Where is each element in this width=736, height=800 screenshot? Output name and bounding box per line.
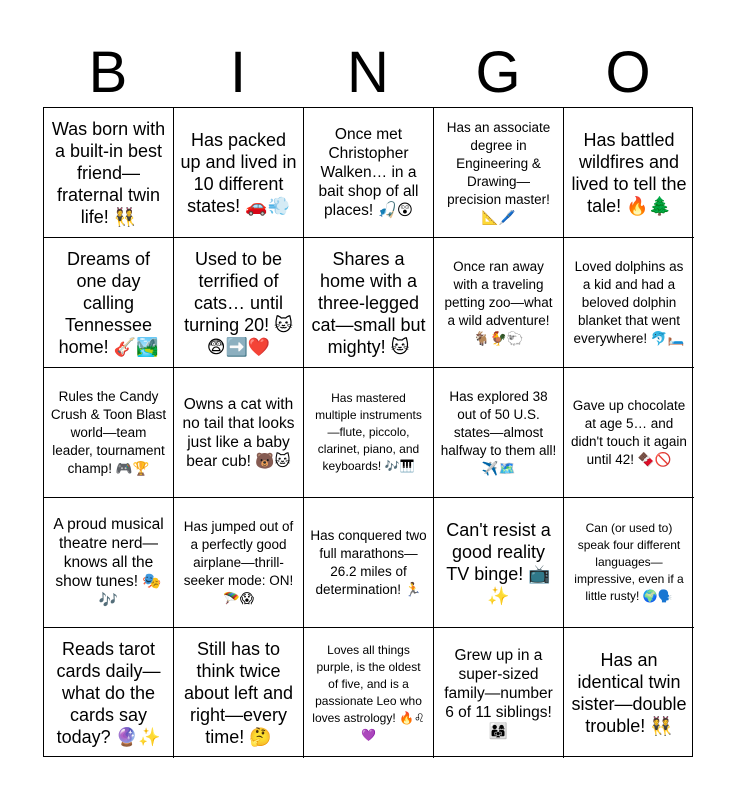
cell-text: Was born with a built-in best friend—fraternal twin life! 👯: [51, 118, 166, 227]
bingo-cell[interactable]: [434, 238, 564, 368]
cell-text: Has conquered two full marathons—26.2 miles of determination! 🏃: [310, 527, 427, 597]
cell-text: Has mastered multiple instruments—flute, piccolo, clarinet, piano, and keyboards! 🎶🎹: [315, 391, 422, 473]
bingo-cell[interactable]: [564, 238, 694, 368]
bingo-cell[interactable]: [564, 108, 694, 238]
bingo-cell[interactable]: [44, 628, 174, 758]
cell-text: Has explored 38 out of 50 U.S. states—almost halfway to them all! ✈️🗺️: [440, 388, 557, 476]
bingo-cell[interactable]: [44, 238, 174, 368]
bingo-cell[interactable]: [44, 108, 174, 238]
bingo-cell[interactable]: [434, 498, 564, 628]
header-letter-o: O: [605, 40, 651, 105]
header-letter-b: B: [88, 40, 128, 105]
bingo-cell[interactable]: [174, 368, 304, 498]
bingo-cell[interactable]: [304, 628, 434, 758]
cell-text: Can't resist a good reality TV binge! 📺✨: [446, 519, 551, 606]
cell-text: Reads tarot cards daily—what do the cards say today? 🔮✨: [56, 639, 161, 747]
cell-text: Once met Christopher Walken… in a bait shop of all places! 🎣😲: [318, 126, 419, 219]
cell-text: Gave up chocolate at age 5… and didn't touch it again until 42! 🍫🚫: [571, 397, 687, 467]
cell-text: Dreams of one day calling Tennessee home! 🎸🏞️: [58, 248, 159, 357]
cell-text: Has packed up and lived in 10 different states! 🚗💨: [180, 129, 297, 216]
cell-text: Grew up in a super-sized family—number 6 of 11 siblings! 👨‍👩‍👧: [444, 646, 553, 740]
bingo-board: [43, 107, 693, 757]
bingo-cell[interactable]: [304, 498, 434, 628]
cell-text: Used to be terrified of cats… until turning 20! 🐱😨➡️❤️: [184, 248, 293, 357]
bingo-cell[interactable]: [174, 108, 304, 238]
bingo-cell[interactable]: [564, 498, 694, 628]
cell-text: Has battled wildfires and lived to tell the tale! 🔥🌲: [571, 129, 687, 216]
cell-text: Can (or used to) speak four different languages—impressive, even if a little rusty! 🌍🗣️: [574, 521, 684, 603]
bingo-cell[interactable]: [564, 368, 694, 498]
header-letter-i: I: [229, 40, 247, 105]
bingo-cell[interactable]: [174, 628, 304, 758]
bingo-cell[interactable]: [304, 368, 434, 498]
cell-text: Still has to think twice about left and right—every time! 🤔: [183, 639, 294, 747]
bingo-cell[interactable]: [434, 108, 564, 238]
header-letter-n: N: [347, 40, 389, 105]
cell-text: Has jumped out of a perfectly good airplane—thrill-seeker mode: ON! 🪂😱: [183, 518, 294, 606]
cell-text: Once ran away with a traveling petting zoo—what a wild adventure! 🐐🐓🐑: [444, 258, 553, 346]
cell-text: A proud musical theatre nerd—knows all the show tunes! 🎭🎶: [53, 516, 164, 609]
bingo-cell[interactable]: [304, 108, 434, 238]
bingo-cell[interactable]: [174, 498, 304, 628]
cell-text: Shares a home with a three-legged cat—small but mighty! 🐱: [311, 248, 426, 357]
cell-text: Owns a cat with no tail that looks just like a baby bear cub! 🐻🐱: [182, 395, 295, 470]
cell-text: Has an identical twin sister—double trouble! 👯: [571, 650, 687, 736]
cell-text: Loves all things purple, is the oldest of five, and is a passionate Leo who loves astrology! 🔥♌💜: [312, 643, 425, 742]
cell-text: Has an associate degree in Engineering & Drawing—precision master! 📐🖊️: [446, 119, 551, 225]
header-letter-g: G: [475, 40, 521, 105]
bingo-cell[interactable]: [44, 498, 174, 628]
bingo-cell[interactable]: [434, 628, 564, 758]
bingo-cell[interactable]: [564, 628, 694, 758]
bingo-header: [43, 40, 693, 106]
cell-text: Loved dolphins as a kid and had a beloved dolphin blanket that went everywhere! 🐬🛏️: [573, 258, 685, 346]
bingo-cell[interactable]: [174, 238, 304, 368]
bingo-cell[interactable]: [304, 238, 434, 368]
bingo-cell[interactable]: [44, 368, 174, 498]
cell-text: Rules the Candy Crush & Toon Blast world—team leader, tournament champ! 🎮🏆: [50, 388, 167, 476]
bingo-cell[interactable]: [434, 368, 564, 498]
